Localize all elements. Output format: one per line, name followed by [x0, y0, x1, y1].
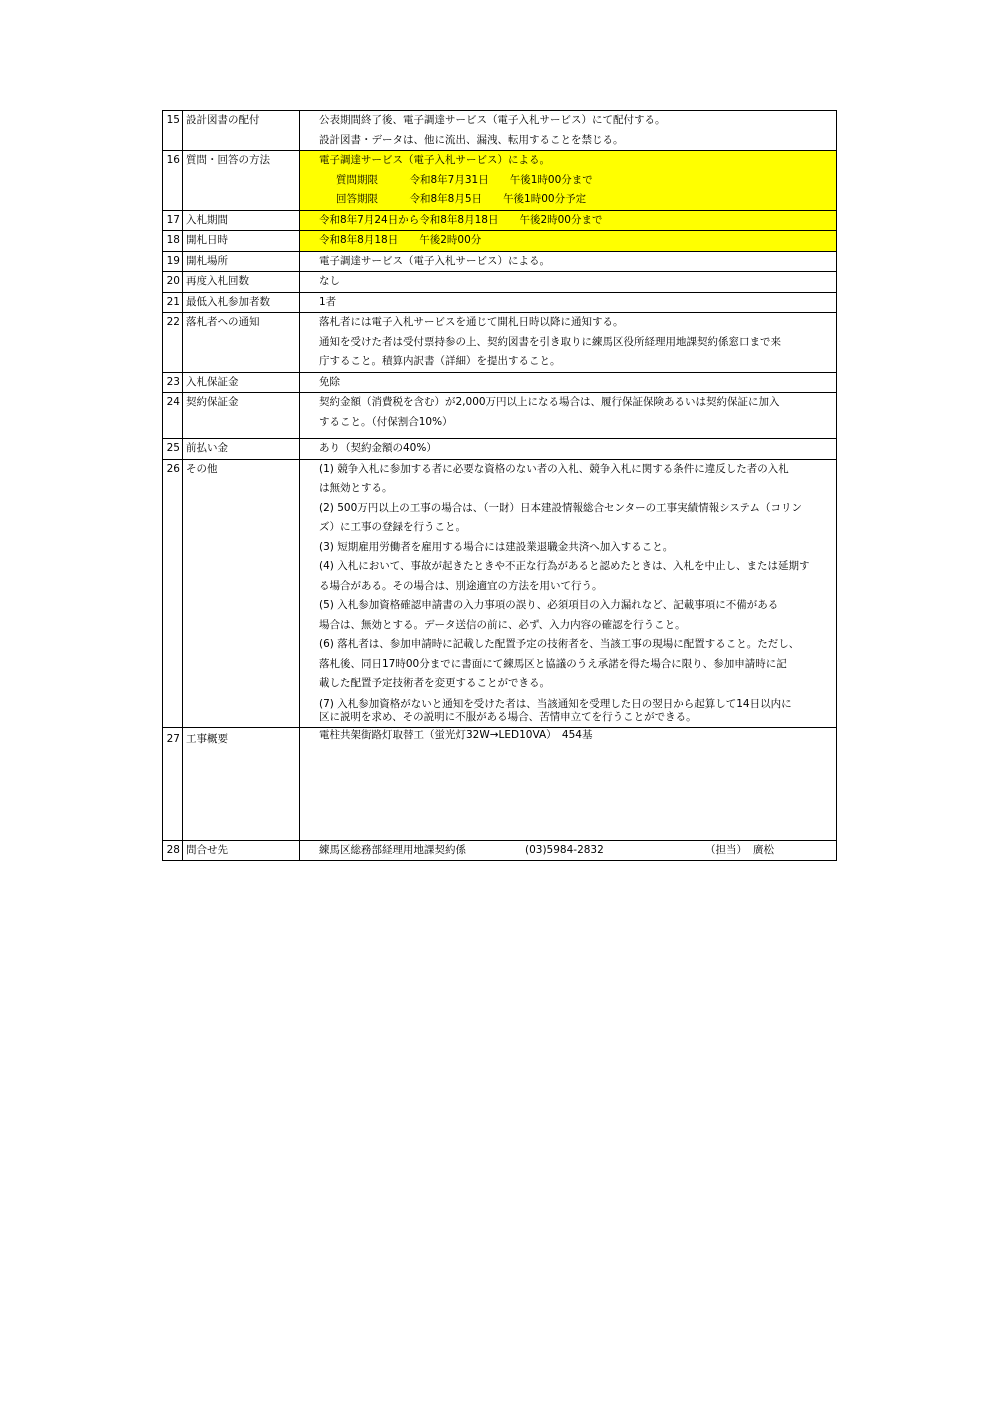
row-number: 16 — [163, 151, 183, 211]
row-content — [300, 727, 837, 840]
row-label: 入札保証金 — [183, 372, 300, 393]
row-content — [300, 372, 837, 393]
row-25 — [163, 439, 837, 460]
contact-content — [300, 840, 837, 860]
row-label: 前払い金 — [183, 439, 300, 460]
content-line: (7) 入札参加資格がないと通知を受けた者は、当該通知を受理した日の翌日から起算して14日以内に — [319, 697, 792, 710]
row-number: 15 — [163, 111, 183, 151]
contact-phone: (03)5984-2832 — [525, 843, 604, 856]
row-content-highlighted — [300, 151, 837, 211]
content-line: 設計図書・データは、他に流出、漏洩、転用することを禁じる。 — [319, 133, 624, 146]
content-line: 区に説明を求め、その説明に不服がある場合、苦情申立てを行うことができる。 — [319, 710, 697, 723]
content-line: 電柱共架街路灯取替工（蛍光灯32W→LED10VA） 454基 — [319, 728, 593, 741]
row-number: 25 — [163, 439, 183, 460]
row-21 — [163, 292, 837, 313]
row-23 — [163, 372, 837, 393]
row-content — [300, 313, 837, 373]
content-line: 契約金額（消費税を含む）が2,000万円以上になる場合は、履行保証保険あるいは契約保証に加入 — [319, 396, 780, 408]
content-line: 載した配置予定技術者を変更することができる。 — [319, 677, 550, 689]
content-line: 落札者には電子入札サービスを通じて開札日時以降に通知する。 — [319, 316, 624, 328]
row-content — [300, 292, 837, 313]
content-line: 落札後、同日17時00分までに書面にて練馬区と協議のうえ承諾を得た場合に限り、参加申請時に記 — [319, 657, 787, 670]
content-line: あり（契約金額の40%） — [319, 442, 437, 454]
content-line: 電子調達サービス（電子入札サービス）による。 — [319, 154, 550, 166]
row-label: その他 — [183, 459, 300, 727]
content-line: (4) 入札において、事故が起きたときや不正な行為があると認めたときは、入札を中止し、または延期す — [319, 560, 810, 572]
row-18 — [163, 231, 837, 252]
content-line: 質問期限 令和8年7月31日 午後1時00分まで — [336, 173, 593, 186]
content-line: る場合がある。その場合は、別途適宜の方法を用いて行う。 — [319, 579, 603, 592]
content-line: は無効とする。 — [319, 482, 393, 494]
content-line: (6) 落札者は、参加申請時に記載した配置予定の技術者を、当該工事の現場に配置すること。ただし、 — [319, 638, 800, 650]
content-line: 通知を受けた者は受付票持参の上、契約図書を引き取りに練馬区役所経理用地課契約係窓口まで来 — [319, 335, 781, 348]
content-line: ズ）に工事の登録を行うこと。 — [319, 521, 466, 533]
row-label: 入札期間 — [183, 210, 300, 231]
content-line: 免除 — [319, 375, 340, 388]
contact-person: 廣松 — [753, 843, 774, 856]
row-15 — [163, 111, 837, 151]
row-label: 落札者への通知 — [183, 313, 300, 373]
row-number: 18 — [163, 231, 183, 252]
content-line: 公表期間終了後、電子調達サービス（電子入札サービス）にて配付する。 — [319, 114, 666, 126]
row-number: 21 — [163, 292, 183, 313]
content-line: (5) 入札参加資格確認申請書の入力事項の誤り、必須項目の入力漏れなど、記載事項に不備がある — [319, 599, 779, 611]
content-line: 1者 — [319, 295, 337, 308]
row-number: 19 — [163, 251, 183, 272]
row-content-highlighted — [300, 210, 837, 231]
row-content-highlighted — [300, 231, 837, 252]
row-label: 問合せ先 — [183, 840, 300, 860]
row-number: 28 — [163, 840, 183, 860]
contact-department: 練馬区総務部経理用地課契約係 — [319, 843, 466, 856]
row-label: 契約保証金 — [183, 393, 300, 439]
content-line: 回答期限 令和8年8月5日 午後1時00分予定 — [336, 193, 587, 205]
row-number: 27 — [163, 727, 183, 840]
row-16 — [163, 151, 837, 211]
content-line: (2) 500万円以上の工事の場合は、（一財）日本建設情報総合センターの工事実績情報システム（コリン — [319, 501, 803, 514]
content-line: 電子調達サービス（電子入札サービス）による。 — [319, 254, 550, 267]
row-content — [300, 459, 837, 727]
row-17 — [163, 210, 837, 231]
row-label: 開札場所 — [183, 251, 300, 272]
content-line: なし — [319, 275, 340, 287]
row-label: 設計図書の配付 — [183, 111, 300, 151]
row-26 — [163, 459, 837, 727]
row-number: 17 — [163, 210, 183, 231]
row-label: 質問・回答の方法 — [183, 151, 300, 211]
content-line: 庁すること。積算内訳書（詳細）を提出すること。 — [319, 355, 561, 367]
row-number: 22 — [163, 313, 183, 373]
contact-line — [319, 841, 832, 860]
row-content — [300, 111, 837, 151]
row-label: 開札日時 — [183, 231, 300, 252]
row-content — [300, 272, 837, 293]
contact-tanto-label: （担当） — [705, 843, 747, 856]
content-line: 場合は、無効とする。データ送信の前に、必ず、入力内容の確認を行うこと。 — [319, 618, 686, 631]
row-content — [300, 393, 837, 439]
row-number: 24 — [163, 393, 183, 439]
row-number: 26 — [163, 459, 183, 727]
tender-info-table — [162, 110, 837, 861]
row-label: 工事概要 — [183, 727, 300, 840]
row-content — [300, 439, 837, 460]
content-line: 令和8年7月24日から令和8年8月18日 午後2時00分まで — [319, 213, 603, 226]
row-24 — [163, 393, 837, 439]
content-line: (1) 競争入札に参加する者に必要な資格のない者の入札、競争入札に関する条件に違反した者の入札 — [319, 462, 789, 475]
row-number: 20 — [163, 272, 183, 293]
row-28 — [163, 840, 837, 860]
row-label: 最低入札参加者数 — [183, 292, 300, 313]
row-20 — [163, 272, 837, 293]
row-22 — [163, 313, 837, 373]
content-line: すること。（付保割合10%） — [319, 415, 453, 428]
row-19 — [163, 251, 837, 272]
row-content — [300, 251, 837, 272]
row-number: 23 — [163, 372, 183, 393]
row-label: 再度入札回数 — [183, 272, 300, 293]
content-line: (3) 短期雇用労働者を雇用する場合には建設業退職金共済へ加入すること。 — [319, 540, 674, 553]
content-line: 令和8年8月18日 午後2時00分 — [319, 234, 482, 246]
row-27 — [163, 727, 837, 840]
